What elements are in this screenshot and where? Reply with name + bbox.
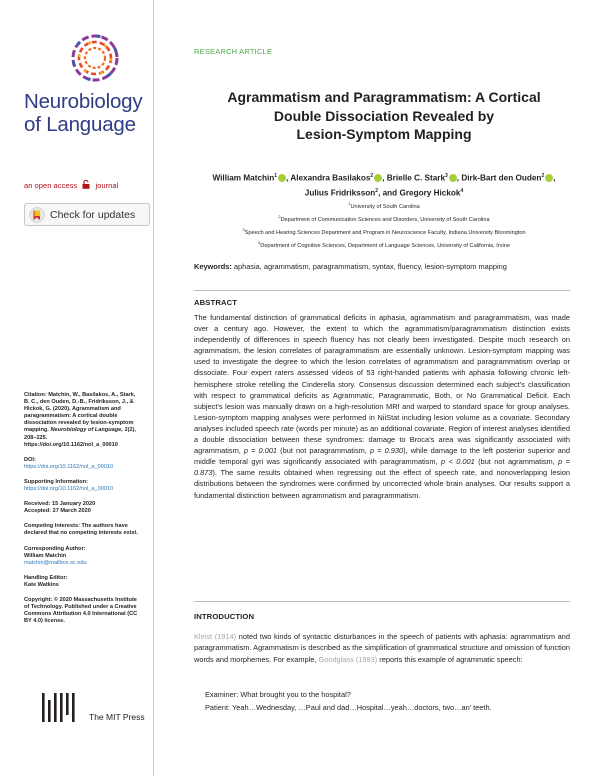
doi-block: DOI: https://doi.org/10.1162/nol_a_00010 [24, 457, 142, 471]
introduction-heading: INTRODUCTION [194, 612, 255, 621]
supporting-info-block: Supporting Information: https://doi.org/10.1162/nol_a_00010 [24, 479, 142, 493]
handling-editor-block: Handling Editor: Kate Watkins [24, 574, 68, 588]
affiliations [194, 199, 574, 250]
journal-logo-icon [70, 33, 120, 83]
open-access-text: an open access [24, 181, 78, 190]
mit-press-bars-icon [41, 693, 79, 722]
author: Alexandra Basilakos [290, 173, 371, 183]
journal-name [24, 90, 153, 136]
article-title: Agrammatism and Paragrammatism: A Cortical Double Dissociation Revealed by Lesion-Symptom Mapping [227, 89, 541, 142]
abstract-body: The fundamental distinction of grammatical deficits in aphasia, agrammatism and paragrammatism, was made over a century ago. However, the extent to which the agrammatism/paragrammatism distinction exists independently of differences in speech fluency has not clearly been investigated. Despite much research on agrammatism, the lesion correlates of paragrammatism are essentially unknown. Lesion-symptom mapping was used to investigate the degree to which the lesion correlates of agrammatism and paragrammatism overlap or dissociate. Four expert raters assessed videos of 53 right-handed patients with aphasia following chronic left-hemisphere stroke retelling the Cinderella story. Consensus discussion determined each subject’s classification with respect to grammatical deficits as Agrammatic, Paragrammatic, Both, or No Grammatical Deficit. Each subject’s lesion was manually drawn on a high-resolution MRI and warped to standard space for group analyses. Lesion-symptom mapping analyses were performed in NiiStat including lesion volume as a covariate. Secondary analyses included speech rate (words per minute) as an additional covariate. Region of interest analyses identified a double dissociation between these syndromes: damage to Broca’s area was significantly associated with agrammatism, p = 0.001 (but not paragrammatism, p = 0.930), while damage to the left posterior superior and middle temporal gyri was significantly associated with paragrammatism, p < 0.001 (but not agrammatism, p = 0.873). The same results obtained when regressing out the effect of speech rate, and nonoverlapping lesion distributions between the syndromes were confirmed by uncorrected whole brain analyses. Our results support a fundamental distinction between agrammatism and paragrammatism. [194, 313, 571, 500]
affiliation: $^2$Department of Communication Sciences and Disorders, University of South Carolina [278, 213, 490, 223]
article-metadata [24, 392, 142, 633]
check-for-updates-button[interactable] [24, 203, 150, 226]
author: Gregory Hickok [399, 188, 461, 198]
dates-block: Received: 15 January 2020 Accepted: 27 March 2020 [24, 501, 96, 515]
sidebar [24, 0, 154, 776]
doi-link[interactable]: https://doi.org/10.1162/nol_a_00010 [24, 463, 114, 470]
affiliation: $^1$University of South Carolina [348, 201, 420, 210]
orcid-icon[interactable] [278, 174, 286, 182]
keywords: Keywords: aphasia, agrammatism, paragrammatism, syntax, fluency, lesion-symptom mapping [194, 262, 507, 271]
divider [194, 290, 570, 291]
affiliation: $^3$Speech and Hearing Sciences Department and Program in Neuroscience Faculty, Indiana University Bloomington [242, 226, 526, 236]
speech-excerpt: Examiner: What brought you to the hospital? Patient: Yeah…Wednesday, …Paul and dad…Hospital…yeah…doctors, two…an’ teeth. [205, 690, 492, 712]
open-access-label [24, 180, 118, 190]
citation-link[interactable]: Kleist (1914) [194, 632, 237, 641]
mit-press-logo [41, 693, 145, 722]
author-list: William Matchin$^1$ , Alexandra Basilakos$^2$ , Brielle C. Stark$^3$ , Dirk-Bart den Ouden$^2$ , Julius Fridriksson$^2$, and Gregory Hickok$^4$ [212, 173, 556, 198]
citation-block: Citation: Matchin, W., Basilakos, A., Stark, B. C., den Ouden, D.-B., Fridriksson, J., & Hickok, G. (2020). Agrammatism and paragrammatism: A cortical double dissociation revealed by lesion-symptom mapping. Neurobiology of Language, 1(2), 208–225. https://doi.org/10.1162/nol_a_00010 [24, 392, 136, 448]
author: Julius Fridriksson [304, 188, 376, 198]
corresponding-email-link[interactable]: matchin@mailbox.sc.edu [24, 559, 87, 566]
supporting-info-link[interactable]: https://doi.org/10.1162/nol_a_00010 [24, 486, 114, 493]
competing-interests: Competing Interests: The authors have declared that no competing interests exist. [24, 523, 138, 537]
author: William Matchin [212, 173, 275, 183]
affiliation: $^4$Department of Cognitive Sciences, Department of Language Sciences, University of California, Irvine [258, 239, 510, 249]
author: Dirk-Bart den Ouden [461, 173, 542, 183]
section-tag: RESEARCH ARTICLE [194, 47, 273, 56]
corresponding-author-block: Corresponding Author: William Matchin matchin@mailbox.sc.edu [24, 546, 142, 567]
journal-name-line1: Neurobiology [24, 90, 143, 113]
journal-word: journal [95, 181, 119, 190]
orcid-icon[interactable] [545, 174, 553, 182]
journal-name-line2: of Language [24, 113, 136, 136]
divider [194, 601, 570, 602]
orcid-icon[interactable] [449, 174, 457, 182]
introduction-body: Kleist (1914) noted two kinds of syntactic disturbances in the speech of patients with aphasia: agrammatism and paragrammatism. Agrammatism is described as the simplification of grammatical structure and omission of function words and morphemes. For example, Goodglass (1993) reports this example of agrammatic speech: [194, 632, 570, 664]
mit-press-text: The MIT Press [89, 712, 145, 722]
citation-journal: Neurobiology of Language, 1 [50, 427, 128, 434]
orcid-icon[interactable] [374, 174, 382, 182]
citation-link[interactable]: Goodglass (1993) [318, 654, 378, 664]
open-lock-icon [82, 180, 90, 189]
author: Brielle C. Stark [386, 173, 446, 183]
bookmark-icon [29, 207, 45, 223]
copyright-block: Copyright: © 2020 Massachusetts Institute of Technology. Published under a Creative Commons Attribution 4.0 International (CC BY 4.0) license. [24, 596, 138, 625]
abstract-heading: ABSTRACT [194, 298, 238, 307]
check-for-updates-label: Check for updates [50, 208, 136, 221]
